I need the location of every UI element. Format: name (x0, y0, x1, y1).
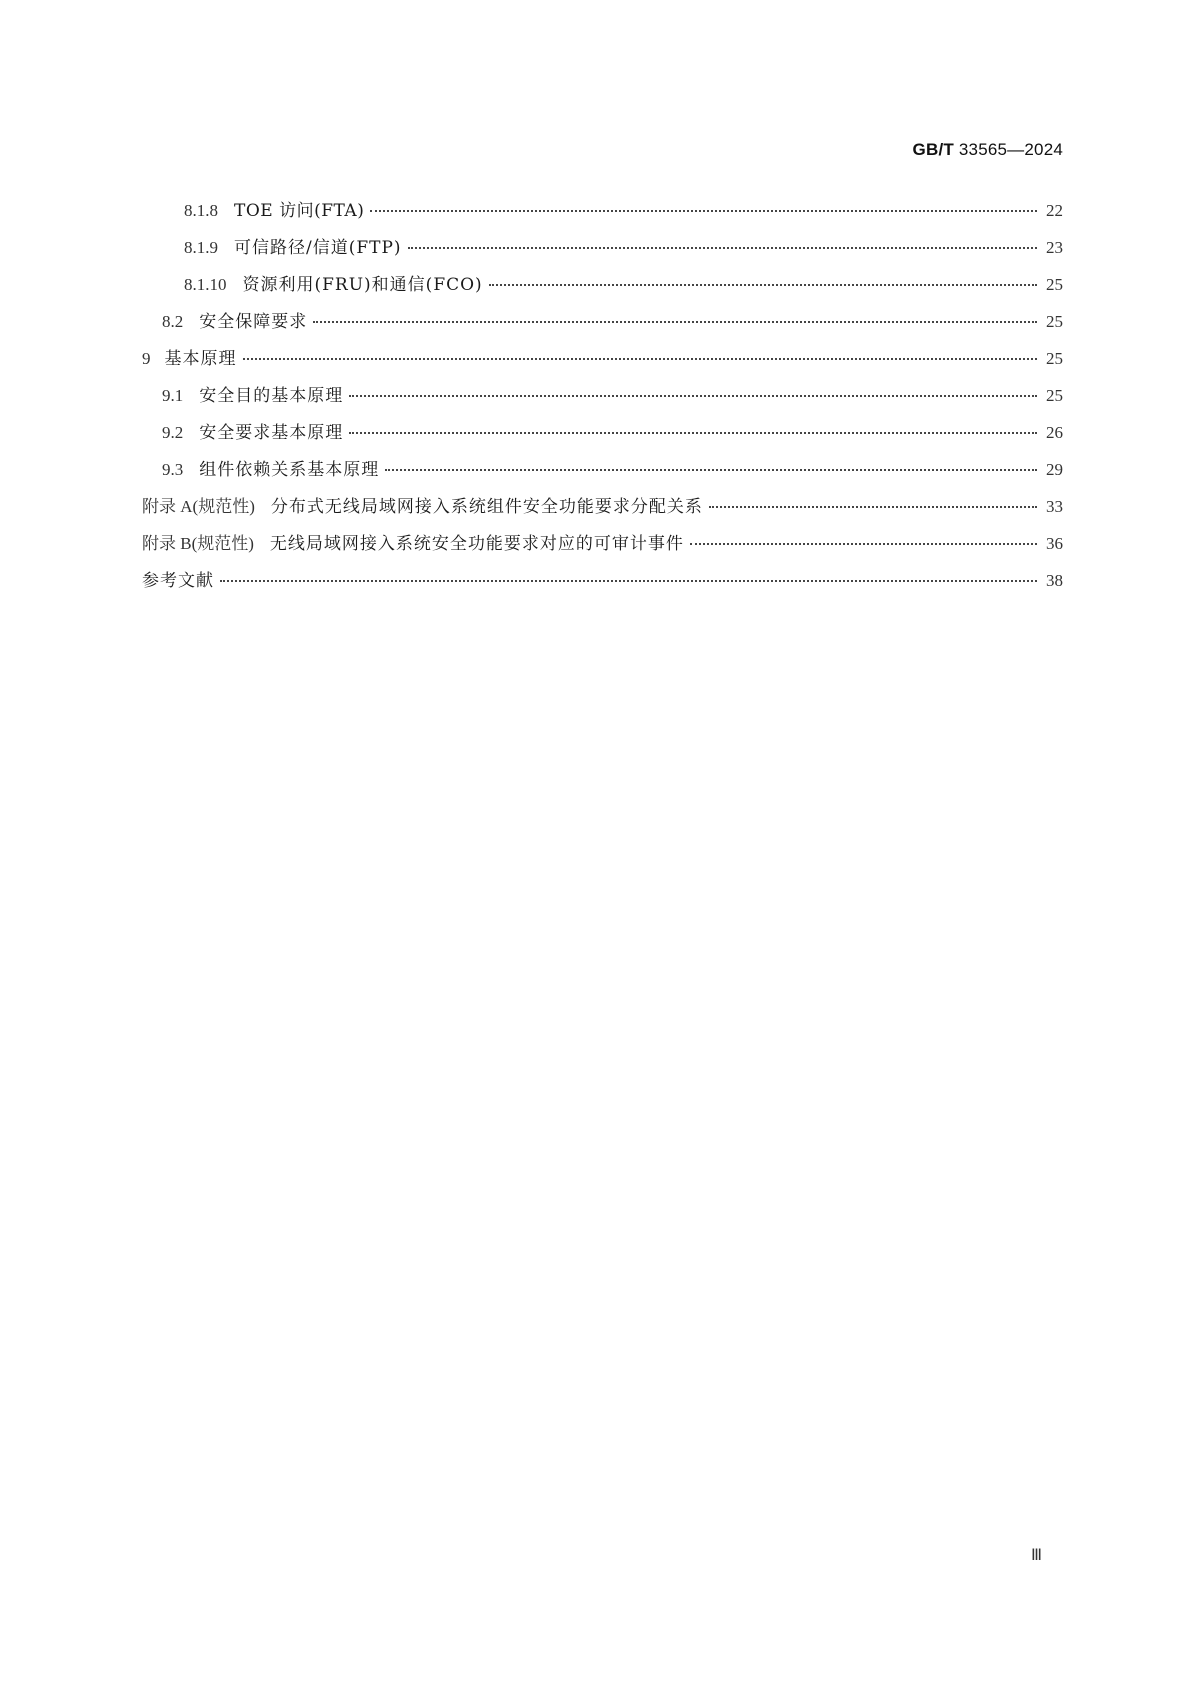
toc-entry-title: 可信路径/信道(FTP) (234, 238, 402, 258)
toc-leader-dots (220, 580, 1037, 582)
toc-entry-page: 23 (1046, 238, 1063, 257)
toc-entry-page: 25 (1046, 312, 1063, 331)
table-of-contents (142, 192, 1063, 599)
toc-leader-dots (349, 395, 1037, 397)
toc-entry-references[interactable] (142, 562, 1063, 599)
toc-entry-number: 9.1 (162, 386, 184, 405)
toc-leader-dots (690, 543, 1037, 545)
toc-entry-page: 22 (1046, 201, 1063, 220)
toc-entry-appendix-b[interactable] (142, 525, 1063, 562)
toc-entry-number: 9.2 (162, 423, 184, 442)
toc-entry[interactable] (142, 303, 1063, 340)
toc-entry-page: 33 (1046, 497, 1063, 516)
toc-entry-number: 附录 A(规范性) (142, 497, 255, 516)
toc-leader-dots (408, 247, 1037, 249)
standard-number: 33565—2024 (958, 140, 1063, 159)
toc-entry-number: 9.3 (162, 460, 184, 479)
toc-entry-number: 8.2 (162, 312, 184, 331)
toc-entry[interactable] (142, 414, 1063, 451)
toc-entry-title: 安全目的基本原理 (199, 386, 344, 406)
toc-entry[interactable] (142, 340, 1063, 377)
toc-entry-title: 资源利用(FRU)和通信(FCO) (242, 275, 483, 295)
toc-entry-number: 8.1.10 (184, 275, 227, 294)
standard-code: GB/T (912, 140, 954, 159)
toc-leader-dots (313, 321, 1037, 323)
toc-leader-dots (370, 210, 1037, 212)
toc-entry-title: 安全要求基本原理 (199, 423, 344, 443)
toc-entry-title: 安全保障要求 (199, 312, 308, 332)
toc-leader-dots (489, 284, 1037, 286)
page-header (913, 140, 1063, 160)
toc-entry-title: 无线局域网接入系统安全功能要求对应的可审计事件 (269, 534, 684, 554)
toc-entry-appendix-a[interactable] (142, 488, 1063, 525)
toc-entry-page: 25 (1046, 349, 1063, 368)
toc-entry-page: 25 (1046, 386, 1063, 405)
toc-entry[interactable] (142, 377, 1063, 414)
toc-entry-number: 9 (142, 349, 151, 368)
toc-leader-dots (385, 469, 1037, 471)
toc-leader-dots (243, 358, 1038, 360)
page-number: Ⅲ (1031, 1547, 1043, 1564)
toc-entry-title: 基本原理 (164, 349, 237, 369)
toc-entry-page: 25 (1046, 275, 1063, 294)
toc-entry-title: 分布式无线局域网接入系统组件安全功能要求分配关系 (270, 497, 703, 517)
toc-entry-title: TOE 访问(FTA) (234, 201, 365, 221)
toc-entry-page: 29 (1046, 460, 1063, 479)
toc-entry-number: 8.1.9 (184, 238, 218, 257)
toc-entry[interactable] (142, 451, 1063, 488)
toc-leader-dots (349, 432, 1037, 434)
toc-leader-dots (709, 506, 1037, 508)
toc-entry-page: 38 (1046, 571, 1063, 590)
toc-entry[interactable] (142, 192, 1063, 229)
toc-entry-page: 26 (1046, 423, 1063, 442)
toc-entry-number: 附录 B(规范性) (142, 534, 254, 553)
toc-entry-title: 组件依赖关系基本原理 (199, 460, 380, 480)
toc-entry-title: 参考文献 (142, 571, 214, 591)
toc-entry[interactable] (142, 266, 1063, 303)
toc-entry-page: 36 (1046, 534, 1063, 553)
toc-entry[interactable] (142, 229, 1063, 266)
toc-entry-number: 8.1.8 (184, 201, 218, 220)
